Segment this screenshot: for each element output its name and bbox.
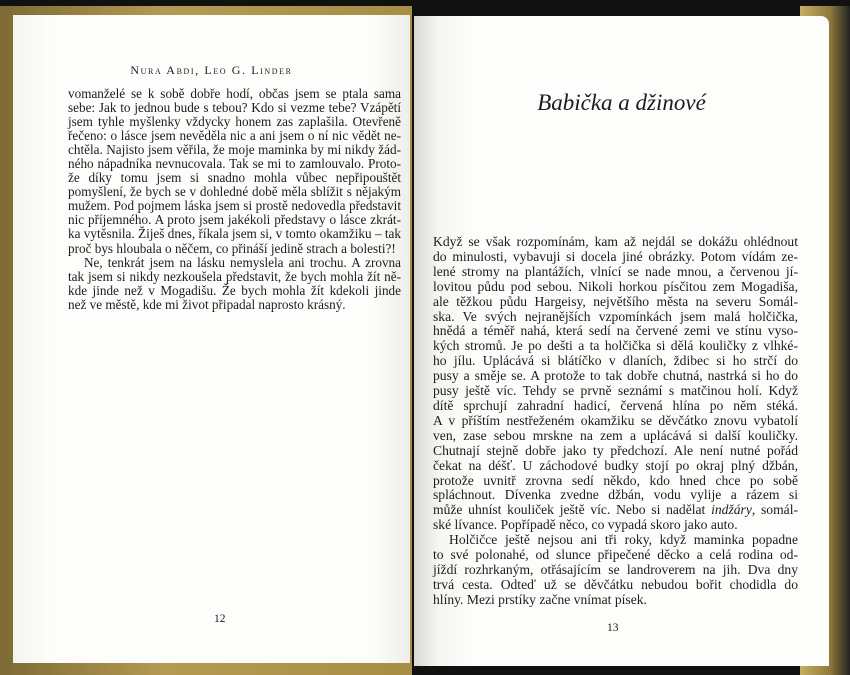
- text-line: ska. Ve svých nejranějších vzpomínkách jsem malá holčička,: [433, 308, 798, 324]
- text-line: ka vytěsnila. Žiješ dnes, říkala jsem si, v tomto okamžiku – tak: [68, 226, 401, 242]
- text-line: jsem tyhle myšlenky vždycky honem zas zaplašila. Otevřeně: [68, 114, 401, 130]
- text-line: Ne, tenkrát jsem na lásku nemyslela ani trochu. A zrovna: [84, 254, 401, 270]
- right-page-text: [433, 235, 798, 608]
- text-line: dítě sprchují zahradní hadicí, červená hlína po něm stéká.: [433, 397, 798, 413]
- page-number: 13: [607, 622, 619, 634]
- text-line: chtěla. Najisto jsem věřila, že moje maminka by mi nikdy žád-: [68, 142, 401, 158]
- text-line: jíždí rozhrkaným, otřásajícím se landroverem na jih. Dva dny: [433, 561, 798, 577]
- chapter-title: Babička a džinové: [537, 90, 706, 115]
- text-line: Chutnají stejně dobře jako ty předchozí. Ale není nutné pořád: [433, 442, 798, 458]
- text-line: lovitou půdu pod sebou. Nikoli horkou písčitou zem Mogadiša,: [433, 278, 798, 294]
- text-line: vomanželé se k sobě dobře hodí, občas jsem se ptala sama: [68, 86, 401, 101]
- paragraph: [433, 235, 798, 503]
- text-line: do minulosti, vybavuji si docela jiné obrázky. Potom vídám ze-: [433, 248, 798, 264]
- text-line: než ve městě, kde mi život připadal naprosto krásný.: [68, 296, 346, 312]
- paragraph: [433, 533, 798, 608]
- running-head: Nura Abdi, Leo G. Linder: [130, 63, 293, 77]
- text-line: že díky tomu jsem si snadno mohla vůbec nepřipouštět: [68, 170, 401, 186]
- text-line: protože uvnitř zrovna sedí někdo, kdo hned chce po sobě: [433, 472, 798, 488]
- paragraph: [68, 87, 401, 256]
- text-line: hlíny. Mezi prstíky začne vnímat písek.: [433, 591, 647, 607]
- italic-term: indžáry: [711, 502, 752, 518]
- right-page: [414, 16, 829, 666]
- text-line: pusy a směje se. A protože to tak dobře chutná, nastrká si ho do: [433, 368, 798, 384]
- text-line: ven, zase sebou mrskne na zem a uplácává si další kouličky.: [433, 427, 798, 443]
- text-line: trvá cesta. Odteď už se děvčátku nebudou bořit chodidla do: [433, 576, 798, 592]
- text-line: [433, 503, 798, 518]
- text-line: spláchnout. Dívenka zvedne džbán, vodu vylije a rázem si: [433, 487, 798, 503]
- text-line: kde jinde než v Mogadišu. Že bych mohla žít kdekoli jinde: [68, 282, 401, 298]
- text-line: pusy ještě víc. Tehdy se prvně seznámí s matčinou holí. Když: [433, 383, 798, 399]
- text-line: sebe: Jak to jednou bude s tebou? Kdo si vezme tebe? Vzápětí: [68, 100, 401, 116]
- text-line: proč bys hloubala o něčem, co přináší jedině strach a bolesti?!: [68, 240, 396, 256]
- text-line: ho jílu. Uplácává si blátíčko v dlaních, ždibec si ho strčí do: [433, 353, 798, 369]
- text-line: ské lívance. Popřípadě něco, co vypadá skoro jako auto.: [433, 517, 738, 533]
- text-span: , somál-: [751, 502, 799, 518]
- text-span: může uhníst kouliček ještě víc. Nebo si nadělat: [433, 502, 712, 518]
- text-line: hnědá a téměř nahá, která sedí na červené zemi ve stínu vyso-: [433, 323, 798, 339]
- text-line: tak jsem si nikdy nezkoušela představit, že bych mohla žít ně-: [68, 268, 401, 284]
- paragraph: [68, 256, 401, 312]
- left-page-text: [68, 87, 401, 312]
- text-line: řečeno: o lásce jsem nevěděla nic a ani jsem o ní nic vědět ne-: [68, 128, 401, 144]
- text-line: kých stromů. Je po dešti a ta holčička si dělá kouličky z vlhké-: [433, 338, 798, 354]
- text-line: pomyšlení, že bych se v dohledné době měla sblížit s nějakým: [68, 184, 401, 200]
- left-page: [13, 15, 410, 663]
- text-line: to své polonahé, od slunce připečené děcko a celá rodina od-: [433, 547, 798, 563]
- page-number: 12: [214, 613, 226, 625]
- text-line: čekat na déšť. U záchodové budky stojí po okraj plný džbán,: [433, 457, 798, 473]
- text-line: lené stromy na plantážích, vlnící se nade mnou, a červenou jí-: [433, 263, 798, 279]
- text-line: Když se však rozpomínám, kam až nejdál se dokážu ohlédnout: [433, 234, 798, 249]
- text-line: A v příštím nestřeženém okamžiku se děvčátko znovu vybatolí: [433, 412, 798, 428]
- text-line: mužem. Pod pojmem láska jsem si prostě nedovedla představit: [68, 198, 401, 214]
- text-line: nic příjemného. A proto jsem jakékoli představy o lásce zkrát-: [68, 212, 401, 228]
- text-line: ného nápadníka nevnucovala. Tak se mi to zamlouvalo. Proto-: [68, 156, 401, 172]
- text-line: Holčičce ještě nejsou ani tři roky, když maminka popadne: [449, 532, 798, 548]
- text-line: ale těžkou půdu Hargeisy, největšího města na severu Somál-: [433, 293, 798, 309]
